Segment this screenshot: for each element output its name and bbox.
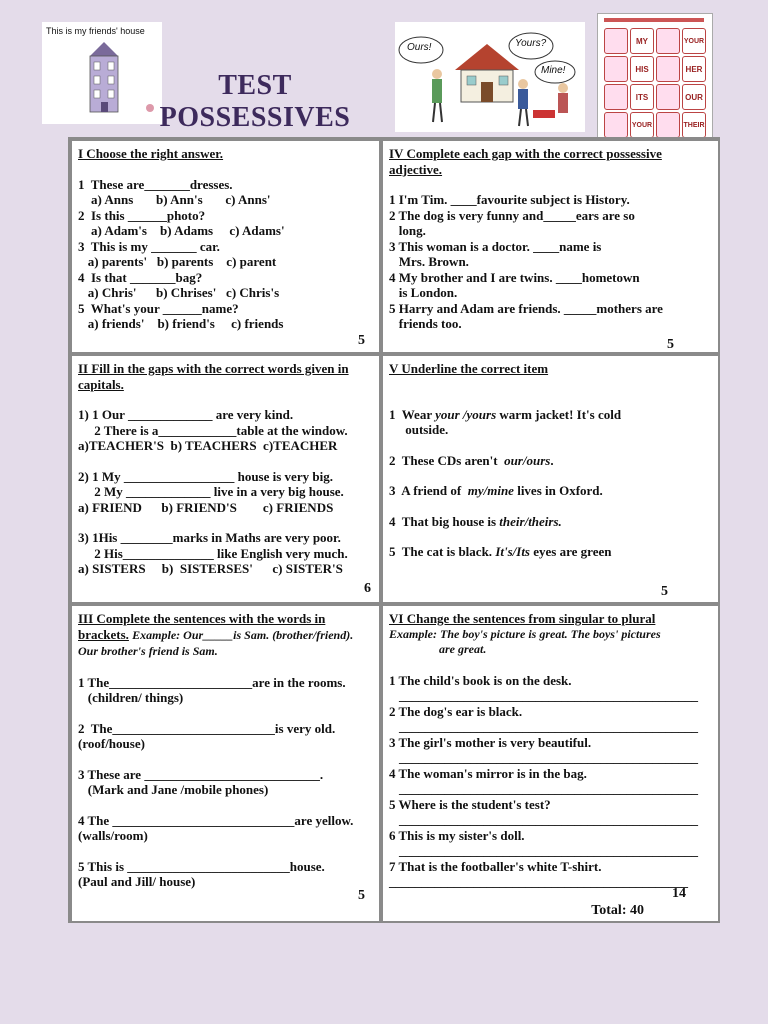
question-line: 2 The dog is very funny and_____ears are so — [389, 207, 635, 223]
question-line: 3) 1His ________marks in Maths are very poor. — [78, 530, 341, 545]
grid-word: HER — [682, 56, 706, 82]
question-text: 2 These CDs aren't — [389, 452, 505, 468]
section-heading: I Choose the right answer. — [78, 146, 224, 161]
section-choose-answer — [70, 139, 381, 354]
answer-line[interactable]: ______________________________________________ — [399, 781, 698, 796]
people-arguing-icon — [395, 22, 585, 132]
question-line: 2 My _____________ live in a very big house. — [78, 484, 344, 499]
house-illustration — [42, 22, 162, 124]
section-singular-plural — [381, 604, 720, 923]
options-line: a) Adam's b) Adams c) Adams' — [78, 223, 285, 238]
question-text: 3 A friend of — [389, 483, 468, 498]
hint-line: (Mark and Jane /mobile phones) — [78, 782, 269, 797]
question-text: 5 The cat is black. — [389, 544, 496, 559]
answer-line[interactable]: ______________________________________________ — [399, 719, 698, 734]
example-text: Example: The boy's picture is great. The boys' pictures — [389, 626, 661, 641]
question-line — [389, 514, 712, 530]
section-heading: II Fill in the gaps with the correct words given in capitals. — [78, 361, 349, 392]
question-line: 5 Where is the student's test? — [389, 796, 551, 812]
grid-word: THEIR — [682, 112, 706, 138]
grid-header-bar — [604, 18, 704, 22]
options-line: a) Anns b) Ann's c) Anns' — [78, 192, 271, 207]
section-complete-brackets — [70, 604, 381, 923]
question-line: 5 Harry and Adam are friends. _____mothers are — [389, 300, 663, 316]
answer-options[interactable]: our/ours — [504, 452, 551, 468]
options-line: a) friends' b) friend's c) friends — [78, 316, 284, 331]
question-line: 2 The_________________________is very old. — [78, 720, 336, 736]
question-text: . — [550, 452, 554, 468]
section-heading — [78, 611, 373, 660]
hint-line: (roof/house) — [78, 736, 145, 751]
question-line — [389, 544, 712, 560]
section-heading: VI Change the sentences from singular to plural — [389, 611, 656, 626]
total-score: Total: 40 — [591, 903, 644, 918]
question-line: 5 What's your ______name? — [78, 300, 239, 316]
answer-line[interactable]: ______________________________________________ — [399, 688, 698, 703]
answer-options[interactable]: It's/Its — [495, 544, 530, 559]
question-text: eyes are green — [530, 544, 612, 559]
question-line: 2) 1 My _________________ house is very big. — [78, 468, 333, 484]
title-line-2: POSSESSIVES — [159, 102, 351, 133]
question-line: 1 The______________________are in the rooms. — [78, 674, 346, 690]
question-text: lives in Oxford. — [513, 483, 603, 498]
title-line-1: TEST — [218, 70, 292, 101]
question-line: 2 His______________ like English very much. — [78, 545, 348, 561]
answer-line[interactable]: ______________________________________________ — [389, 874, 688, 889]
section-score: 5 — [358, 333, 365, 348]
test-grid — [68, 137, 720, 923]
answer-options[interactable]: my/mine — [467, 483, 514, 498]
bubble-yours: Yours? — [515, 38, 547, 49]
answer-line[interactable]: ______________________________________________ — [399, 750, 698, 765]
question-line — [389, 407, 712, 423]
options-line: a) SISTERS b) SISTERSES' c) SISTER'S — [78, 561, 343, 576]
question-line: 7 That is the footballer's white T-shirt. — [389, 858, 602, 874]
question-line: 4 The ____________________________are yellow. — [78, 812, 354, 828]
hint-line: (Paul and Jill/ house) — [78, 874, 196, 889]
question-line: 2 The dog's ear is black. — [389, 703, 523, 719]
question-line — [389, 453, 712, 469]
question-line: 3 The girl's mother is very beautiful. — [389, 734, 592, 750]
bubble-mine: Mine! — [541, 65, 566, 76]
section-score: 5 — [661, 584, 668, 599]
section-score: 14 — [672, 886, 686, 901]
question-line: 4 My brother and I are twins. ____hometown — [389, 269, 640, 285]
section-score: 6 — [364, 581, 371, 596]
question-line: 5 This is _________________________house. — [78, 858, 325, 874]
section-heading: IV Complete each gap with the correct possessive adjective. — [389, 146, 662, 177]
options-line: a) parents' b) parents c) parent — [78, 254, 277, 269]
question-line: 4 Is that _______bag? — [78, 269, 203, 285]
question-text: warm jacket! It's cold — [496, 406, 622, 422]
question-line: 3 This is my _______ car. — [78, 238, 220, 254]
question-line: 2 Is this ______photo? — [78, 207, 206, 223]
example-text: are great. — [439, 642, 487, 656]
answer-line[interactable]: ______________________________________________ — [399, 812, 698, 827]
question-line — [389, 483, 712, 499]
section-heading: V Underline the correct item — [389, 361, 549, 376]
question-line: 3 These are ___________________________. — [78, 766, 324, 782]
question-text: 1 Wear — [389, 406, 436, 422]
question-line: friends too. — [389, 316, 462, 331]
possessives-grid-illustration — [597, 13, 713, 140]
page-title — [150, 70, 360, 134]
people-house-illustration — [395, 22, 585, 132]
section-fill-gaps — [70, 354, 381, 604]
grid-word: ITS — [630, 84, 654, 110]
question-line: long. — [389, 223, 426, 238]
section-possessive-adjective — [381, 139, 720, 354]
grid-word: YOUR — [682, 28, 706, 54]
question-line: 1 These are_______dresses. — [78, 176, 233, 192]
hint-line: (walls/room) — [78, 828, 148, 843]
question-line: is London. — [389, 285, 458, 300]
grid-word: OUR — [682, 84, 706, 110]
house-icon — [42, 22, 162, 124]
question-line: outside. — [389, 422, 449, 437]
example-text: Example: Our_____is Sam. (brother/friend). Our brother's friend is Sam. — [78, 627, 354, 658]
heading-text: III Complete the sentences with the words in brackets. — [78, 611, 326, 642]
answer-options[interactable]: their/theirs. — [499, 513, 562, 529]
question-text: 4 That big house is — [389, 513, 500, 529]
answer-options[interactable]: your /yours — [435, 406, 497, 422]
section-underline — [381, 354, 720, 604]
question-line: Mrs. Brown. — [389, 254, 469, 269]
question-line: 1) 1 Our _____________ are very kind. — [78, 407, 294, 422]
bubble-ours: Ours! — [407, 42, 432, 53]
hint-line: (children/ things) — [78, 690, 184, 705]
question-line: 1 I'm Tim. ____favourite subject is History. — [389, 192, 630, 207]
question-line: 2 There is a____________table at the window. — [78, 422, 348, 438]
question-line: 6 This is my sister's doll. — [389, 827, 525, 843]
question-line: 3 This woman is a doctor. ____name is — [389, 238, 602, 254]
options-line: a)TEACHER'S b) TEACHERS c)TEACHER — [78, 438, 338, 453]
answer-line[interactable]: ______________________________________________ — [399, 843, 698, 858]
question-line: 1 The child's book is on the desk. — [389, 672, 572, 688]
section-score: 5 — [358, 888, 365, 903]
section-score: 5 — [667, 337, 674, 352]
question-line: 4 The woman's mirror is in the bag. — [389, 765, 587, 781]
house-caption: This is my friends' house — [46, 26, 145, 36]
grid-word: MY — [630, 28, 654, 54]
options-line: a) Chris' b) Chrises' c) Chris's — [78, 285, 280, 300]
options-line: a) FRIEND b) FRIEND'S c) FRIENDS — [78, 499, 334, 515]
grid-word: YOUR — [630, 112, 654, 138]
grid-word: HIS — [630, 56, 654, 82]
